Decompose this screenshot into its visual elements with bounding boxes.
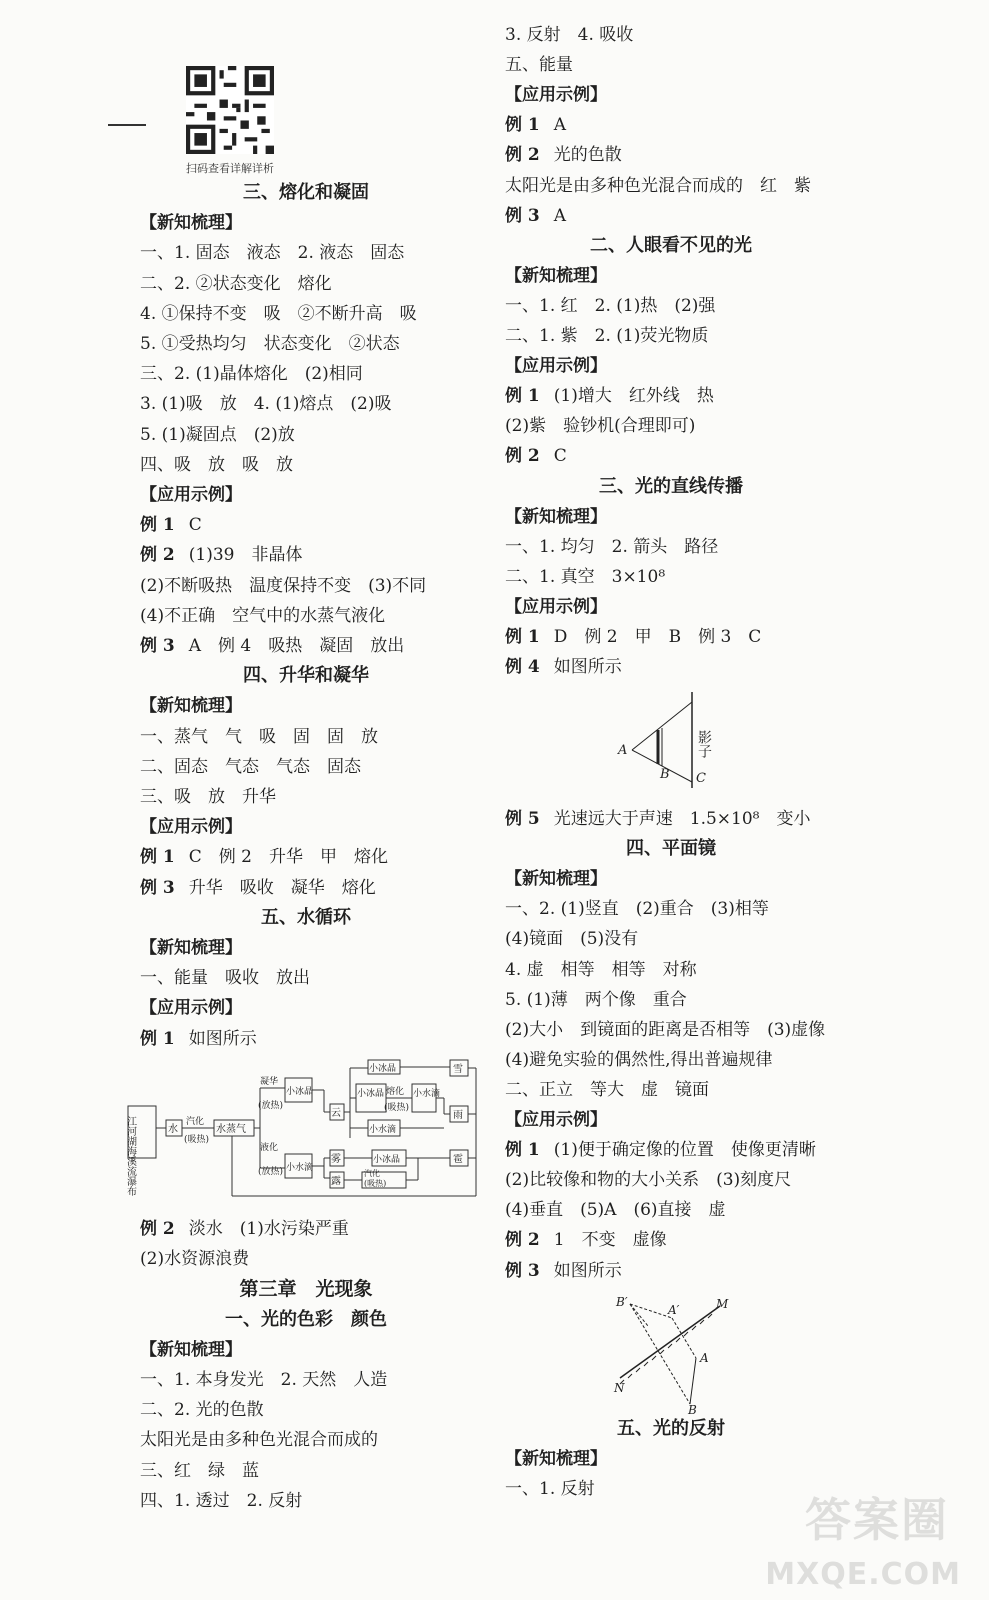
- answer-text: (1)便于确定像的位置 使像更清晰: [553, 1140, 816, 1161]
- answer-line: [140, 1429, 378, 1451]
- answer-text: 二、固态 气态 气态 固态: [140, 756, 361, 777]
- answer-text: 一、1. 反射: [505, 1479, 595, 1500]
- answer-line: [505, 1229, 667, 1251]
- answer-line: [505, 1139, 816, 1161]
- answer-text: 一、1. 均匀 2. 箭头 路径: [505, 536, 719, 557]
- answer-line: [140, 1218, 349, 1240]
- label-m: M: [716, 1297, 729, 1311]
- label-liquefy: 液化: [260, 1143, 279, 1153]
- label-drop-1: 小水滴: [286, 1163, 314, 1173]
- section-heading: 【应用示例】: [140, 817, 242, 838]
- answer-line: [140, 273, 332, 295]
- section-heading: 【新知梳理】: [505, 1449, 607, 1470]
- section-title: 二、人眼看不见的光: [590, 234, 752, 256]
- label-b: B: [688, 1403, 697, 1417]
- answer-text: 二、1. 真空 3×10⁸: [505, 566, 666, 587]
- example-label: 例 3: [140, 877, 175, 898]
- answer-text: (2)紫 验钞机(合理即可): [505, 416, 696, 437]
- answer-text: A: [553, 115, 567, 136]
- example-label: 例 1: [505, 627, 540, 647]
- section-title: 四、升华和凝华: [243, 665, 369, 687]
- label-absorb-2: (吸热): [384, 1103, 410, 1113]
- answer-line: [140, 846, 388, 868]
- label-fog: 雾: [331, 1154, 341, 1165]
- answer-text: 一、2. (1)竖直 (2)重合 (3)相等: [505, 899, 769, 920]
- answer-text: 5. (1)凝固点 (2)放: [140, 424, 295, 445]
- answer-line: [140, 514, 202, 536]
- label-vaporize-2: 汽化: [364, 1169, 380, 1178]
- label-a: A: [618, 743, 628, 758]
- answer-line: [505, 205, 566, 227]
- answer-text: 一、1. 本身发光 2. 天然 人造: [140, 1370, 388, 1390]
- example-label: 例 5: [505, 809, 540, 829]
- label-hail: 雹: [453, 1154, 463, 1165]
- qr-code: [186, 66, 274, 154]
- answer-line: [505, 989, 687, 1011]
- example-label: 例 2: [140, 1219, 175, 1239]
- example-label: 例 1: [505, 1140, 540, 1161]
- watermark-top: 答案圈: [805, 1493, 949, 1547]
- label-vaporize: 汽化: [186, 1117, 205, 1127]
- answer-line: [505, 24, 633, 46]
- example-label: 例 1: [505, 386, 540, 407]
- example-label: 例 1: [140, 847, 175, 868]
- label-vapor: 水蒸气: [216, 1124, 246, 1135]
- example-label: 例 2: [505, 1230, 540, 1251]
- answer-line: [140, 544, 302, 566]
- label-absorb-1: (吸热): [184, 1135, 210, 1145]
- answer-line: [140, 605, 385, 627]
- answer-line: [140, 1460, 259, 1482]
- answer-line: [140, 635, 404, 657]
- answer-text: 太阳光是由多种色光混合而成的 红 紫: [505, 175, 811, 196]
- answer-text: 如图所示: [553, 657, 622, 678]
- answer-line: [140, 363, 363, 385]
- answer-line: [505, 385, 714, 407]
- section-heading: 【新知梳理】: [140, 1339, 242, 1360]
- label-absorb-3: (吸热): [364, 1179, 387, 1188]
- answer-line: [505, 898, 769, 920]
- answer-line: [140, 1248, 249, 1270]
- answer-line: [140, 967, 310, 989]
- answer-text: 三、吸 放 升华: [140, 787, 276, 807]
- section-title: 一、光的色彩 颜色: [225, 1308, 387, 1330]
- answer-line: [140, 786, 276, 808]
- answer-text: 1 不变 虚像: [553, 1230, 667, 1251]
- section-heading: 【新知梳理】: [140, 213, 242, 234]
- answer-text: 一、1. 红 2. (1)热 (2)强: [505, 295, 716, 316]
- answer-line: [505, 808, 810, 830]
- example-label: 例 3: [505, 1260, 540, 1281]
- label-melt: 熔化: [386, 1087, 405, 1097]
- answer-line: [505, 928, 638, 950]
- answer-text: (2)大小 到镜面的距离是否相等 (3)虚像: [505, 1019, 826, 1040]
- label-ice-top: 小冰晶: [369, 1064, 397, 1074]
- label-deposit: 凝华: [260, 1077, 279, 1087]
- answer-text: 3. (1)吸 放 4. (1)熔点 (2)吸: [140, 394, 392, 415]
- answer-text: 三、红 绿 蓝: [140, 1460, 259, 1481]
- section-title: 五、光的反射: [617, 1418, 725, 1439]
- section-heading: 【应用示例】: [505, 85, 607, 106]
- answer-text: A: [553, 205, 567, 226]
- label-b: B: [660, 767, 670, 782]
- label-a-prime: A′: [668, 1303, 680, 1317]
- answer-text: 5. (1)薄 两个像 重合: [505, 989, 687, 1010]
- answer-text: C: [553, 446, 567, 467]
- answer-text: (4)垂直 (5)A (6)直接 虚: [505, 1200, 726, 1221]
- answer-text: 一、能量 吸收 放出: [140, 968, 310, 989]
- answer-text: 三、2. (1)晶体熔化 (2)相同: [140, 364, 363, 385]
- mirror-diagram: [612, 1296, 742, 1416]
- answer-text: 4. ①保持不变 吸 ②不断升高 吸: [140, 303, 417, 324]
- answer-line: [505, 626, 761, 648]
- example-label: 例 1: [505, 115, 540, 136]
- answer-text: (2)水资源浪费: [140, 1249, 250, 1270]
- answer-line: [505, 445, 567, 467]
- answer-text: 四、1. 透过 2. 反射: [140, 1490, 303, 1511]
- answer-line: [140, 1490, 302, 1512]
- answer-line: [140, 726, 378, 748]
- answer-line: [140, 333, 400, 355]
- label-release-2: (放热): [258, 1167, 284, 1177]
- answer-line: [505, 1079, 709, 1101]
- answer-line: [140, 454, 293, 476]
- answer-line: [505, 415, 695, 437]
- answer-line: [505, 1019, 825, 1041]
- answer-text: 一、蒸气 气 吸 固 固 放: [140, 726, 378, 747]
- answer-text: 太阳光是由多种色光混合而成的: [140, 1430, 378, 1451]
- label-c: C: [696, 771, 706, 786]
- section-heading: 【新知梳理】: [140, 938, 242, 958]
- answer-line: [140, 424, 295, 446]
- answer-line: [140, 1028, 257, 1050]
- label-source: 江河湖海溪流瀑布: [124, 1116, 136, 1196]
- label-release-1: (放热): [258, 1101, 284, 1111]
- answer-text: (4)不正确 空气中的水蒸气液化: [140, 605, 386, 626]
- answer-line: [140, 877, 376, 899]
- answer-text: D 例 2 甲 B 例 3 C: [553, 627, 762, 647]
- answer-line: [505, 536, 718, 558]
- answer-line: [505, 959, 697, 981]
- answer-line: [140, 242, 404, 264]
- section-title: 五、水循环: [261, 906, 351, 928]
- section-heading: 【应用示例】: [140, 998, 242, 1019]
- example-label: 例 4: [505, 657, 540, 678]
- answer-line: [140, 575, 426, 597]
- label-a: A: [700, 1351, 709, 1365]
- section-heading: 【新知梳理】: [505, 869, 607, 890]
- answer-text: A 例 4 吸热 凝固 放出: [188, 636, 405, 656]
- answer-line: [140, 303, 417, 325]
- label-shadow: 影子: [696, 730, 712, 758]
- answer-line: [140, 1399, 264, 1421]
- answer-text: (2)比较像和物的大小关系 (3)刻度尺: [505, 1170, 792, 1191]
- answer-text: 四、吸 放 吸 放: [140, 454, 293, 475]
- section-heading: 【新知梳理】: [505, 265, 607, 286]
- section-heading: 【应用示例】: [505, 356, 607, 377]
- answer-text: C 例 2 升华 甲 熔化: [188, 847, 388, 868]
- answer-line: [505, 1478, 595, 1500]
- answer-text: (2)不断吸热 温度保持不变 (3)不同: [140, 575, 427, 596]
- answer-text: 二、正立 等大 虚 镜面: [505, 1079, 709, 1100]
- answer-text: (1)增大 红外线 热: [553, 386, 714, 407]
- answer-line: [140, 756, 361, 778]
- label-dew: 露: [331, 1176, 341, 1187]
- answer-line: [140, 1369, 387, 1391]
- label-ice-low: 小冰晶: [373, 1155, 401, 1165]
- answer-text: (1)39 非晶体: [188, 545, 303, 566]
- answer-text: 如图所示: [553, 1260, 622, 1281]
- answer-line: [505, 325, 708, 347]
- section-title: 三、光的直线传播: [599, 475, 743, 497]
- answer-text: 五、能量: [505, 55, 573, 76]
- decorative-dash: [108, 124, 146, 126]
- answer-text: 淡水 (1)水污染严重: [188, 1219, 349, 1239]
- section-title: 三、熔化和凝固: [243, 182, 369, 203]
- label-drop-low: 小水滴: [369, 1125, 397, 1135]
- label-ice-mid: 小冰晶: [357, 1089, 385, 1099]
- example-label: 例 2: [505, 446, 540, 467]
- label-b-prime: B′: [616, 1295, 628, 1309]
- answer-text: (4)避免实验的偶然性,得出普遍规律: [505, 1049, 773, 1070]
- section-title: 四、平面镜: [626, 838, 716, 860]
- example-label: 例 3: [505, 205, 540, 226]
- label-snow: 雪: [453, 1064, 463, 1075]
- answer-line: [505, 656, 622, 678]
- answer-text: (4)镜面 (5)没有: [505, 929, 639, 950]
- label-drop-mid: 小水滴: [413, 1089, 441, 1099]
- answer-line: [505, 114, 566, 136]
- label-n: N: [614, 1381, 625, 1395]
- answer-line: [505, 1049, 772, 1071]
- example-label: 例 2: [140, 545, 175, 566]
- answer-line: [505, 144, 622, 166]
- section-heading: 【新知梳理】: [505, 506, 607, 527]
- answer-text: 如图所示: [188, 1028, 257, 1049]
- shadow-diagram: [614, 688, 734, 798]
- answer-line: [140, 393, 392, 415]
- answer-text: C: [188, 515, 202, 536]
- answer-line: [505, 1260, 622, 1282]
- section-title: 第三章 光现象: [239, 1278, 373, 1301]
- label-cloud: 云: [331, 1108, 341, 1119]
- answer-text: 二、2. 光的色散: [140, 1400, 264, 1421]
- section-heading: 【新知梳理】: [140, 696, 242, 717]
- answer-text: 二、2. ②状态变化 熔化: [140, 273, 332, 294]
- answer-text: 3. 反射 4. 吸收: [505, 25, 634, 45]
- answer-line: [505, 175, 811, 197]
- watermark-bottom: MXQE.COM: [765, 1557, 961, 1592]
- example-label: 例 3: [140, 636, 175, 656]
- answer-line: [505, 295, 715, 317]
- answer-line: [505, 1169, 791, 1191]
- answer-text: 光速远大于声速 1.5×10⁸ 变小: [553, 809, 811, 829]
- example-label: 例 1: [140, 515, 175, 536]
- section-heading: 【应用示例】: [505, 596, 607, 617]
- answer-text: 一、1. 固态 液态 2. 液态 固态: [140, 243, 405, 264]
- example-label: 例 1: [140, 1028, 175, 1049]
- answer-line: [505, 1199, 726, 1221]
- label-water: 水: [168, 1124, 178, 1135]
- section-heading: 【应用示例】: [140, 485, 242, 505]
- label-rain: 雨: [453, 1110, 463, 1121]
- qr-caption: 扫码查看详解详析: [186, 162, 274, 175]
- answer-text: 5. ①受热均匀 状态变化 ②状态: [140, 334, 400, 354]
- answer-text: 4. 虚 相等 相等 对称: [505, 959, 697, 980]
- answer-line: [505, 54, 573, 76]
- example-label: 例 2: [505, 145, 540, 166]
- section-heading: 【应用示例】: [505, 1110, 607, 1130]
- answer-text: 升华 吸收 凝华 熔化: [188, 877, 376, 898]
- label-ice-1: 小冰晶: [286, 1087, 314, 1097]
- answer-text: 光的色散: [553, 145, 622, 166]
- water-cycle-diagram: [124, 1058, 484, 1200]
- answer-line: [505, 566, 665, 588]
- answer-text: 二、1. 紫 2. (1)荧光物质: [505, 326, 709, 346]
